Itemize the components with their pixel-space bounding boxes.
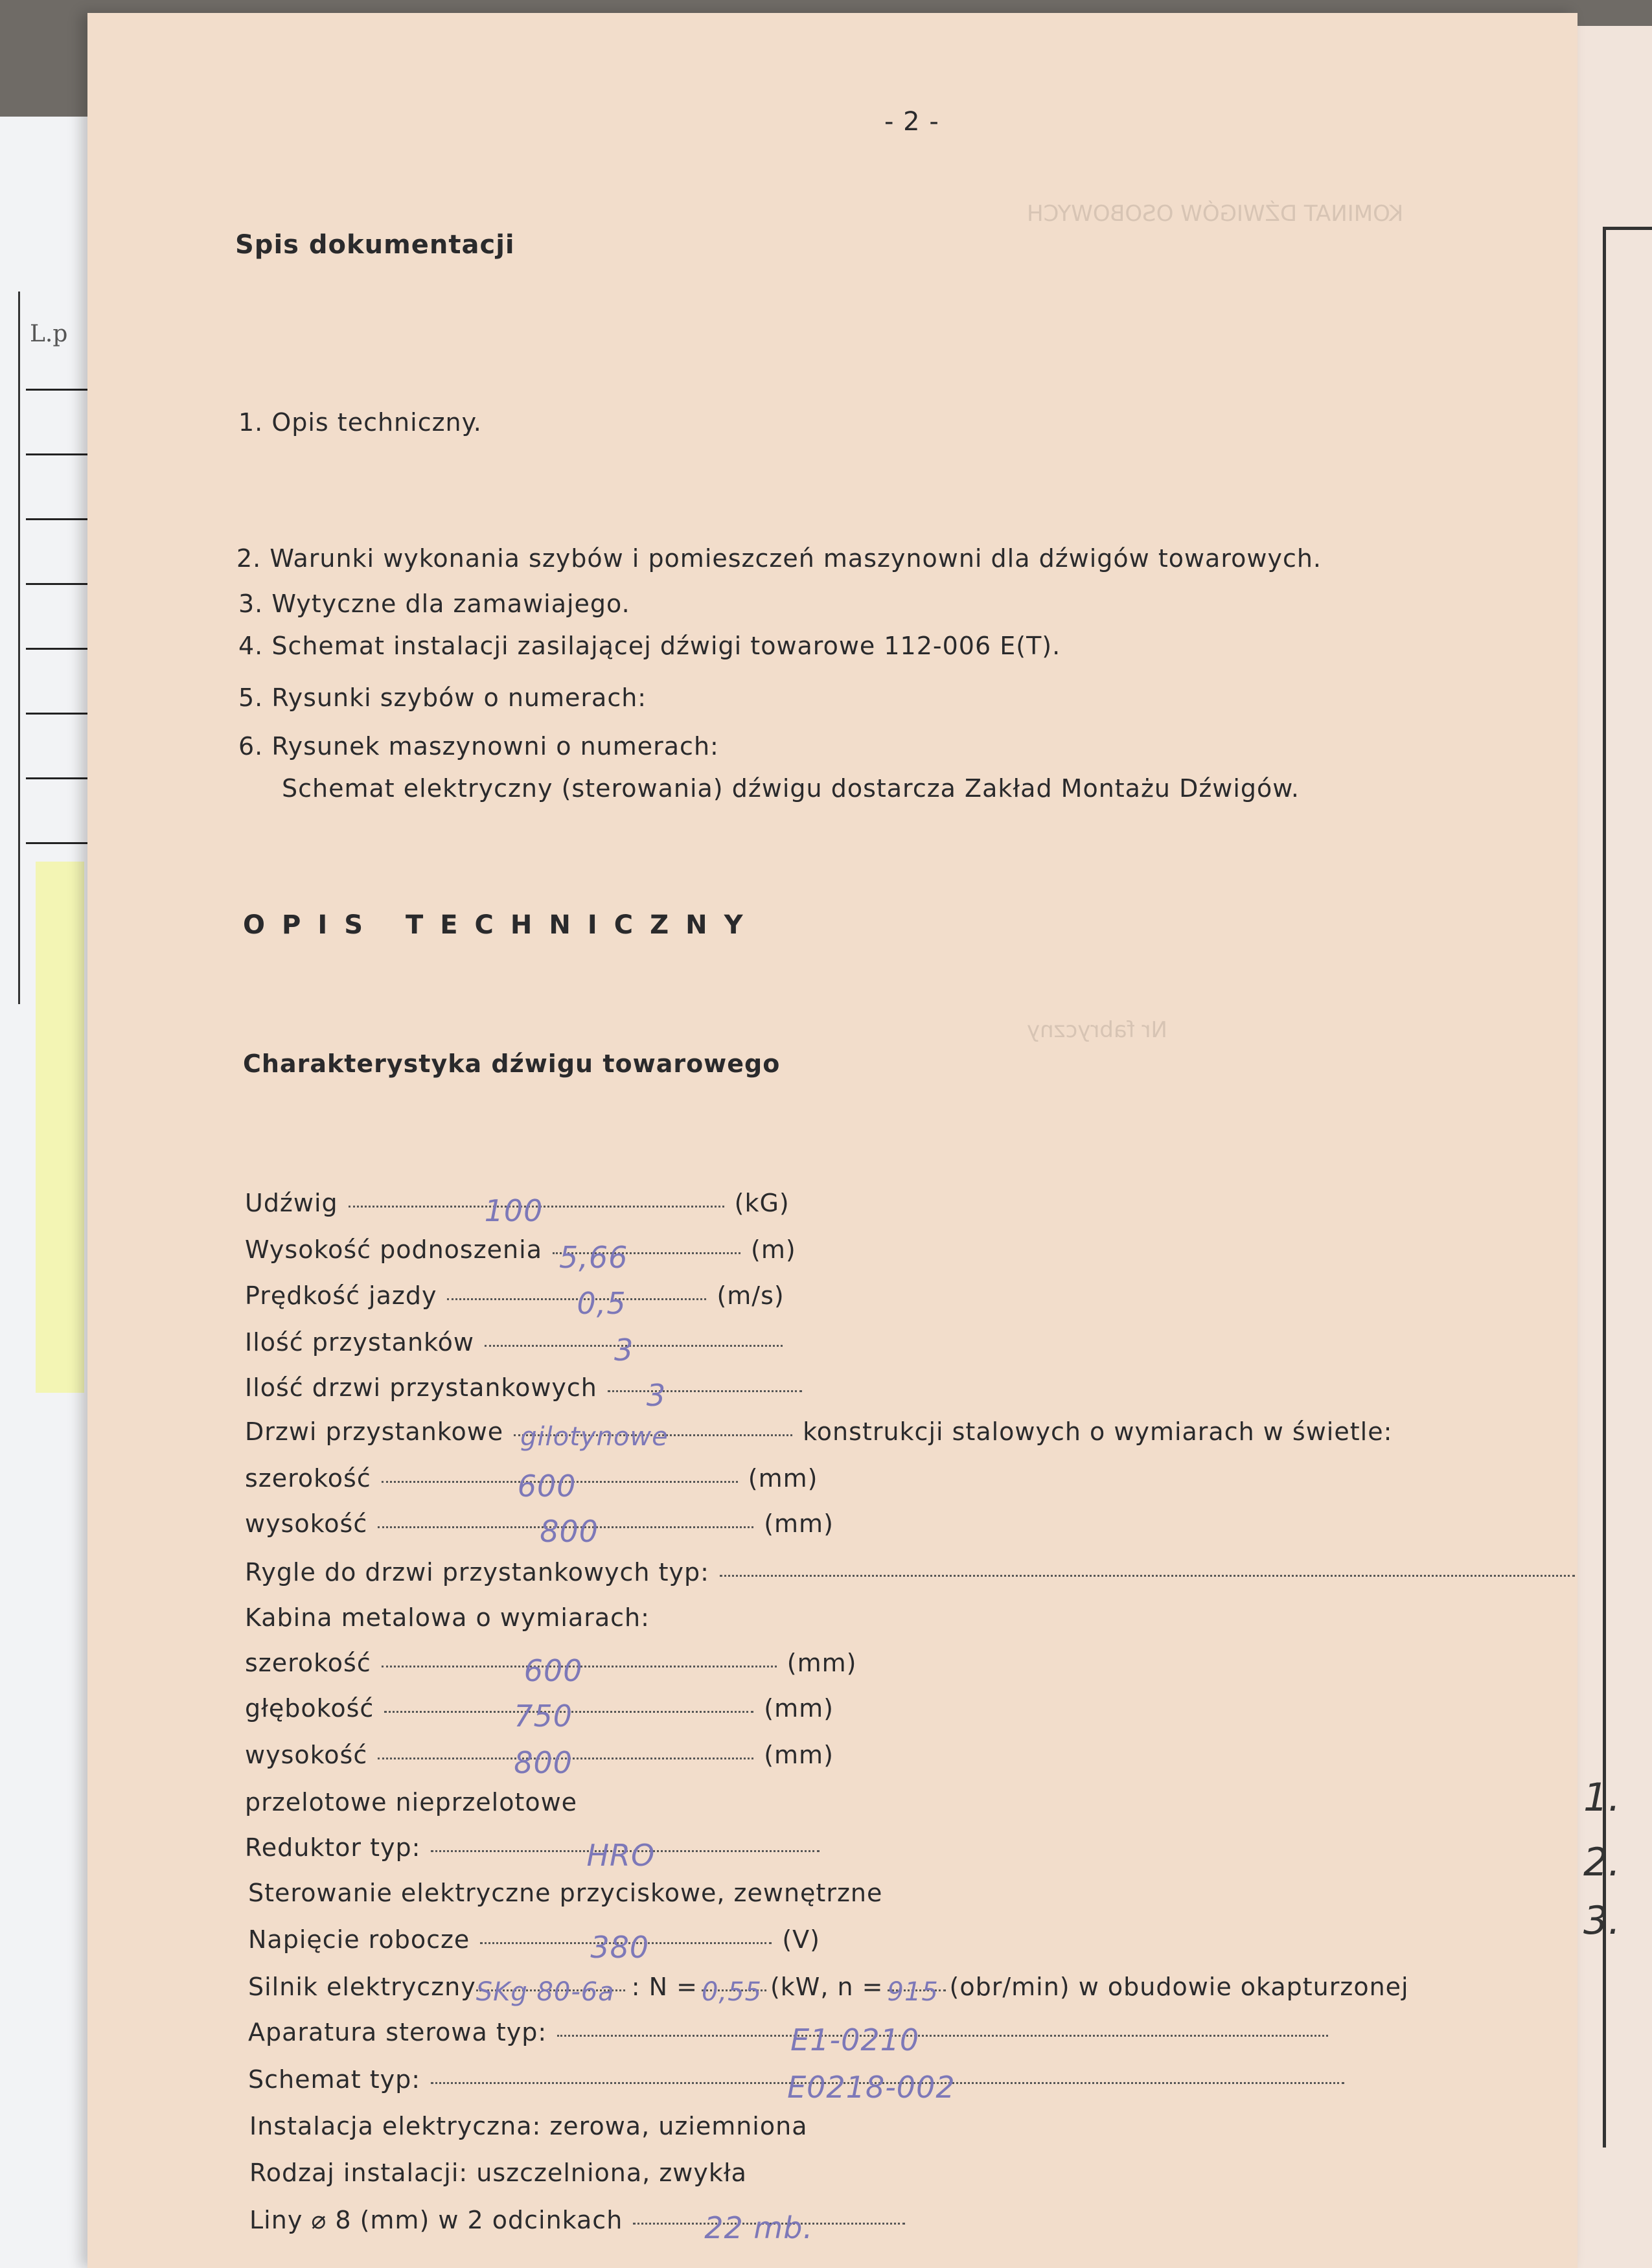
fill-line bbox=[382, 1469, 738, 1504]
handwritten-value: 800 bbox=[514, 1745, 573, 1780]
handwritten-value: HRO bbox=[586, 1838, 656, 1873]
handwritten-value: 0,5 bbox=[577, 1286, 626, 1321]
fill-line bbox=[720, 1574, 1575, 1577]
handwritten-value: 600 bbox=[517, 1469, 577, 1504]
handwritten-value: gilotynowe bbox=[520, 1422, 669, 1452]
field-label: Aparatura sterowa typ: bbox=[248, 2018, 547, 2046]
toc-title: Spis dokumentacji bbox=[235, 230, 515, 260]
fill-line bbox=[701, 1977, 766, 2007]
fill-line bbox=[480, 1930, 772, 1965]
field-label: wysokość bbox=[245, 1509, 368, 1538]
field-predkosc-jazdy bbox=[245, 1281, 785, 1321]
bleed-through-text: Nr fabryczny bbox=[1027, 1017, 1167, 1043]
field-label: Instalacja elektryczna: zerowa, uziemniona bbox=[249, 2112, 808, 2140]
field-reduktor bbox=[245, 1833, 830, 1873]
underpage-vertical-line bbox=[18, 292, 20, 1004]
toc-item-1: 1. Opis techniczny. bbox=[238, 408, 482, 437]
field-przelotowe bbox=[245, 1788, 577, 1816]
section-subheading: Charakterystyka dźwigu towarowego bbox=[243, 1049, 781, 1078]
field-unit: (mm) bbox=[764, 1509, 834, 1538]
handwritten-value: 915 bbox=[887, 1977, 939, 2007]
toc-item-note: Schemat elektryczny (sterowania) dźwigu dostarcza Zakład Montażu Dźwigów. bbox=[282, 774, 1300, 803]
underpage-rule bbox=[26, 713, 91, 715]
field-aparatura bbox=[248, 2018, 1338, 2057]
field-drzwi-przystankowe bbox=[245, 1417, 1393, 1452]
fill-line bbox=[431, 1838, 820, 1873]
drawing-mark: 2. bbox=[1583, 1840, 1621, 1885]
field-instalacja bbox=[249, 2112, 808, 2140]
handwritten-value: 0,55 bbox=[701, 1977, 763, 2007]
field-label: Napięcie robocze bbox=[248, 1925, 470, 1954]
field-unit: (mm) bbox=[748, 1464, 818, 1493]
field-label: wysokość bbox=[245, 1741, 368, 1769]
field-label: przelotowe nieprzelotowe bbox=[245, 1788, 578, 1816]
fill-line bbox=[378, 1514, 753, 1549]
field-label: Schemat typ: bbox=[248, 2065, 421, 2094]
field-obr-label: (obr/min) w obudowie okapturzonej bbox=[949, 1973, 1409, 2001]
fill-line bbox=[557, 2022, 1328, 2057]
fill-line bbox=[447, 1286, 706, 1321]
fill-line bbox=[476, 1977, 625, 2007]
field-unit: (kG) bbox=[734, 1189, 790, 1217]
field-kw-label: (kW, n = bbox=[770, 1973, 884, 2001]
underpage-rule bbox=[26, 583, 91, 585]
fill-line bbox=[384, 1699, 753, 1734]
handwritten-value: 380 bbox=[590, 1930, 650, 1965]
field-unit: (mm) bbox=[764, 1694, 834, 1723]
field-label: Liny ⌀ 8 (mm) w 2 odcinkach bbox=[249, 2206, 623, 2234]
underpage-label: L.p bbox=[30, 321, 68, 347]
field-label: Sterowanie elektryczne przyciskowe, zewnętrzne bbox=[248, 1879, 883, 1907]
page-number: - 2 - bbox=[884, 107, 939, 137]
fill-line bbox=[431, 2070, 1344, 2105]
fill-line bbox=[382, 1653, 777, 1688]
field-suffix: konstrukcji stalowych o wymiarach w świetle: bbox=[803, 1417, 1393, 1446]
field-label: Drzwi przystankowe bbox=[245, 1417, 504, 1446]
field-udzwig bbox=[245, 1189, 790, 1228]
field-label: Udźwig bbox=[245, 1189, 338, 1217]
field-unit: (mm) bbox=[764, 1741, 834, 1769]
field-ilosc-przystankow bbox=[245, 1328, 793, 1368]
toc-item-4: 4. Schemat instalacji zasilającej dźwigi towarowe 112-006 E(T). bbox=[238, 632, 1061, 660]
field-sterowanie bbox=[248, 1879, 882, 1907]
fill-line bbox=[514, 1422, 792, 1452]
fill-line bbox=[633, 2210, 905, 2245]
document-page bbox=[87, 13, 1577, 2268]
handwritten-value: 3 bbox=[646, 1378, 667, 1413]
field-unit: (m) bbox=[751, 1235, 796, 1264]
fill-line bbox=[608, 1378, 802, 1413]
field-kabina-szerokosc bbox=[245, 1649, 857, 1688]
field-unit: (m/s) bbox=[717, 1281, 785, 1310]
field-napiecie bbox=[248, 1925, 820, 1965]
toc-item-6: 6. Rysunek maszynowni o numerach: bbox=[238, 732, 719, 761]
toc-item-2: 2. Warunki wykonania szybów i pomieszczeń maszynowni dla dźwigów towarowych. bbox=[236, 544, 1322, 573]
field-liny bbox=[249, 2206, 915, 2245]
field-kabina-wysokosc bbox=[245, 1741, 834, 1780]
handwritten-value: 100 bbox=[484, 1193, 544, 1228]
field-rodzaj bbox=[249, 2159, 747, 2187]
field-label: Rygle do drzwi przystankowych typ: bbox=[245, 1558, 709, 1586]
field-drzwi-szerokosc bbox=[245, 1464, 818, 1504]
toc-item-5: 5. Rysunki szybów o numerach: bbox=[238, 683, 647, 712]
field-wysokosc-podnoszenia bbox=[245, 1235, 796, 1275]
handwritten-value: 750 bbox=[514, 1699, 573, 1734]
field-silnik bbox=[248, 1973, 1409, 2007]
fill-line bbox=[378, 1745, 753, 1780]
handwritten-value: E0218-002 bbox=[787, 2070, 956, 2105]
sticky-note bbox=[36, 862, 84, 1393]
handwritten-value: SKg 80-6a bbox=[476, 1977, 615, 2007]
field-label: Silnik elektryczny bbox=[248, 1973, 476, 2001]
handwritten-value: 5,66 bbox=[559, 1240, 628, 1275]
field-label: Ilość przystanków bbox=[245, 1328, 475, 1357]
underpage-rule bbox=[26, 842, 91, 844]
handwritten-value: 3 bbox=[614, 1333, 634, 1368]
field-unit: (mm) bbox=[786, 1649, 857, 1677]
adjacent-drawing-sheet bbox=[1574, 26, 1652, 2268]
handwritten-value: 22 mb. bbox=[704, 2210, 814, 2245]
field-schemat bbox=[248, 2065, 1355, 2105]
fill-line bbox=[485, 1333, 783, 1368]
bleed-through-text: KOMINAT DŹWIGÓW OSOBOWYCH bbox=[1027, 201, 1404, 227]
field-label: Reduktor typ: bbox=[245, 1833, 421, 1862]
field-label: szerokość bbox=[245, 1649, 371, 1677]
fill-line bbox=[887, 1977, 946, 2007]
drawing-mark: 1. bbox=[1583, 1775, 1621, 1820]
field-drzwi-wysokosc bbox=[245, 1509, 834, 1549]
field-kabina bbox=[245, 1603, 650, 1632]
field-label: Wysokość podnoszenia bbox=[245, 1235, 542, 1264]
fill-line bbox=[553, 1240, 740, 1275]
field-unit: (V) bbox=[782, 1925, 820, 1954]
field-label: Kabina metalowa o wymiarach: bbox=[245, 1603, 650, 1632]
field-label: szerokość bbox=[245, 1464, 371, 1493]
underpage-rule bbox=[26, 453, 91, 455]
underpage-rule bbox=[26, 777, 91, 779]
underpage-rule bbox=[26, 389, 91, 391]
underpage-rule bbox=[26, 518, 91, 520]
handwritten-value: E1-0210 bbox=[790, 2022, 920, 2057]
field-ilosc-drzwi bbox=[245, 1373, 812, 1413]
field-label: głębokość bbox=[245, 1694, 374, 1723]
handwritten-value: 600 bbox=[523, 1653, 583, 1688]
field-label: Ilość drzwi przystankowych bbox=[245, 1373, 597, 1402]
field-kabina-glebokosc bbox=[245, 1694, 834, 1734]
field-label: Rodzaj instalacji: uszczelniona, zwykła bbox=[249, 2159, 747, 2187]
underpage-rule bbox=[26, 648, 91, 650]
handwritten-value: 800 bbox=[540, 1514, 599, 1549]
fill-line bbox=[349, 1193, 724, 1228]
field-rygle bbox=[245, 1558, 1585, 1586]
field-n-label: : N = bbox=[631, 1973, 698, 2001]
section-heading: OPIS TECHNICZNY bbox=[243, 910, 760, 940]
drawing-mark: 3. bbox=[1583, 1898, 1621, 1943]
field-label: Prędkość jazdy bbox=[245, 1281, 437, 1310]
toc-item-3: 3. Wytyczne dla zamawiajego. bbox=[238, 590, 630, 618]
